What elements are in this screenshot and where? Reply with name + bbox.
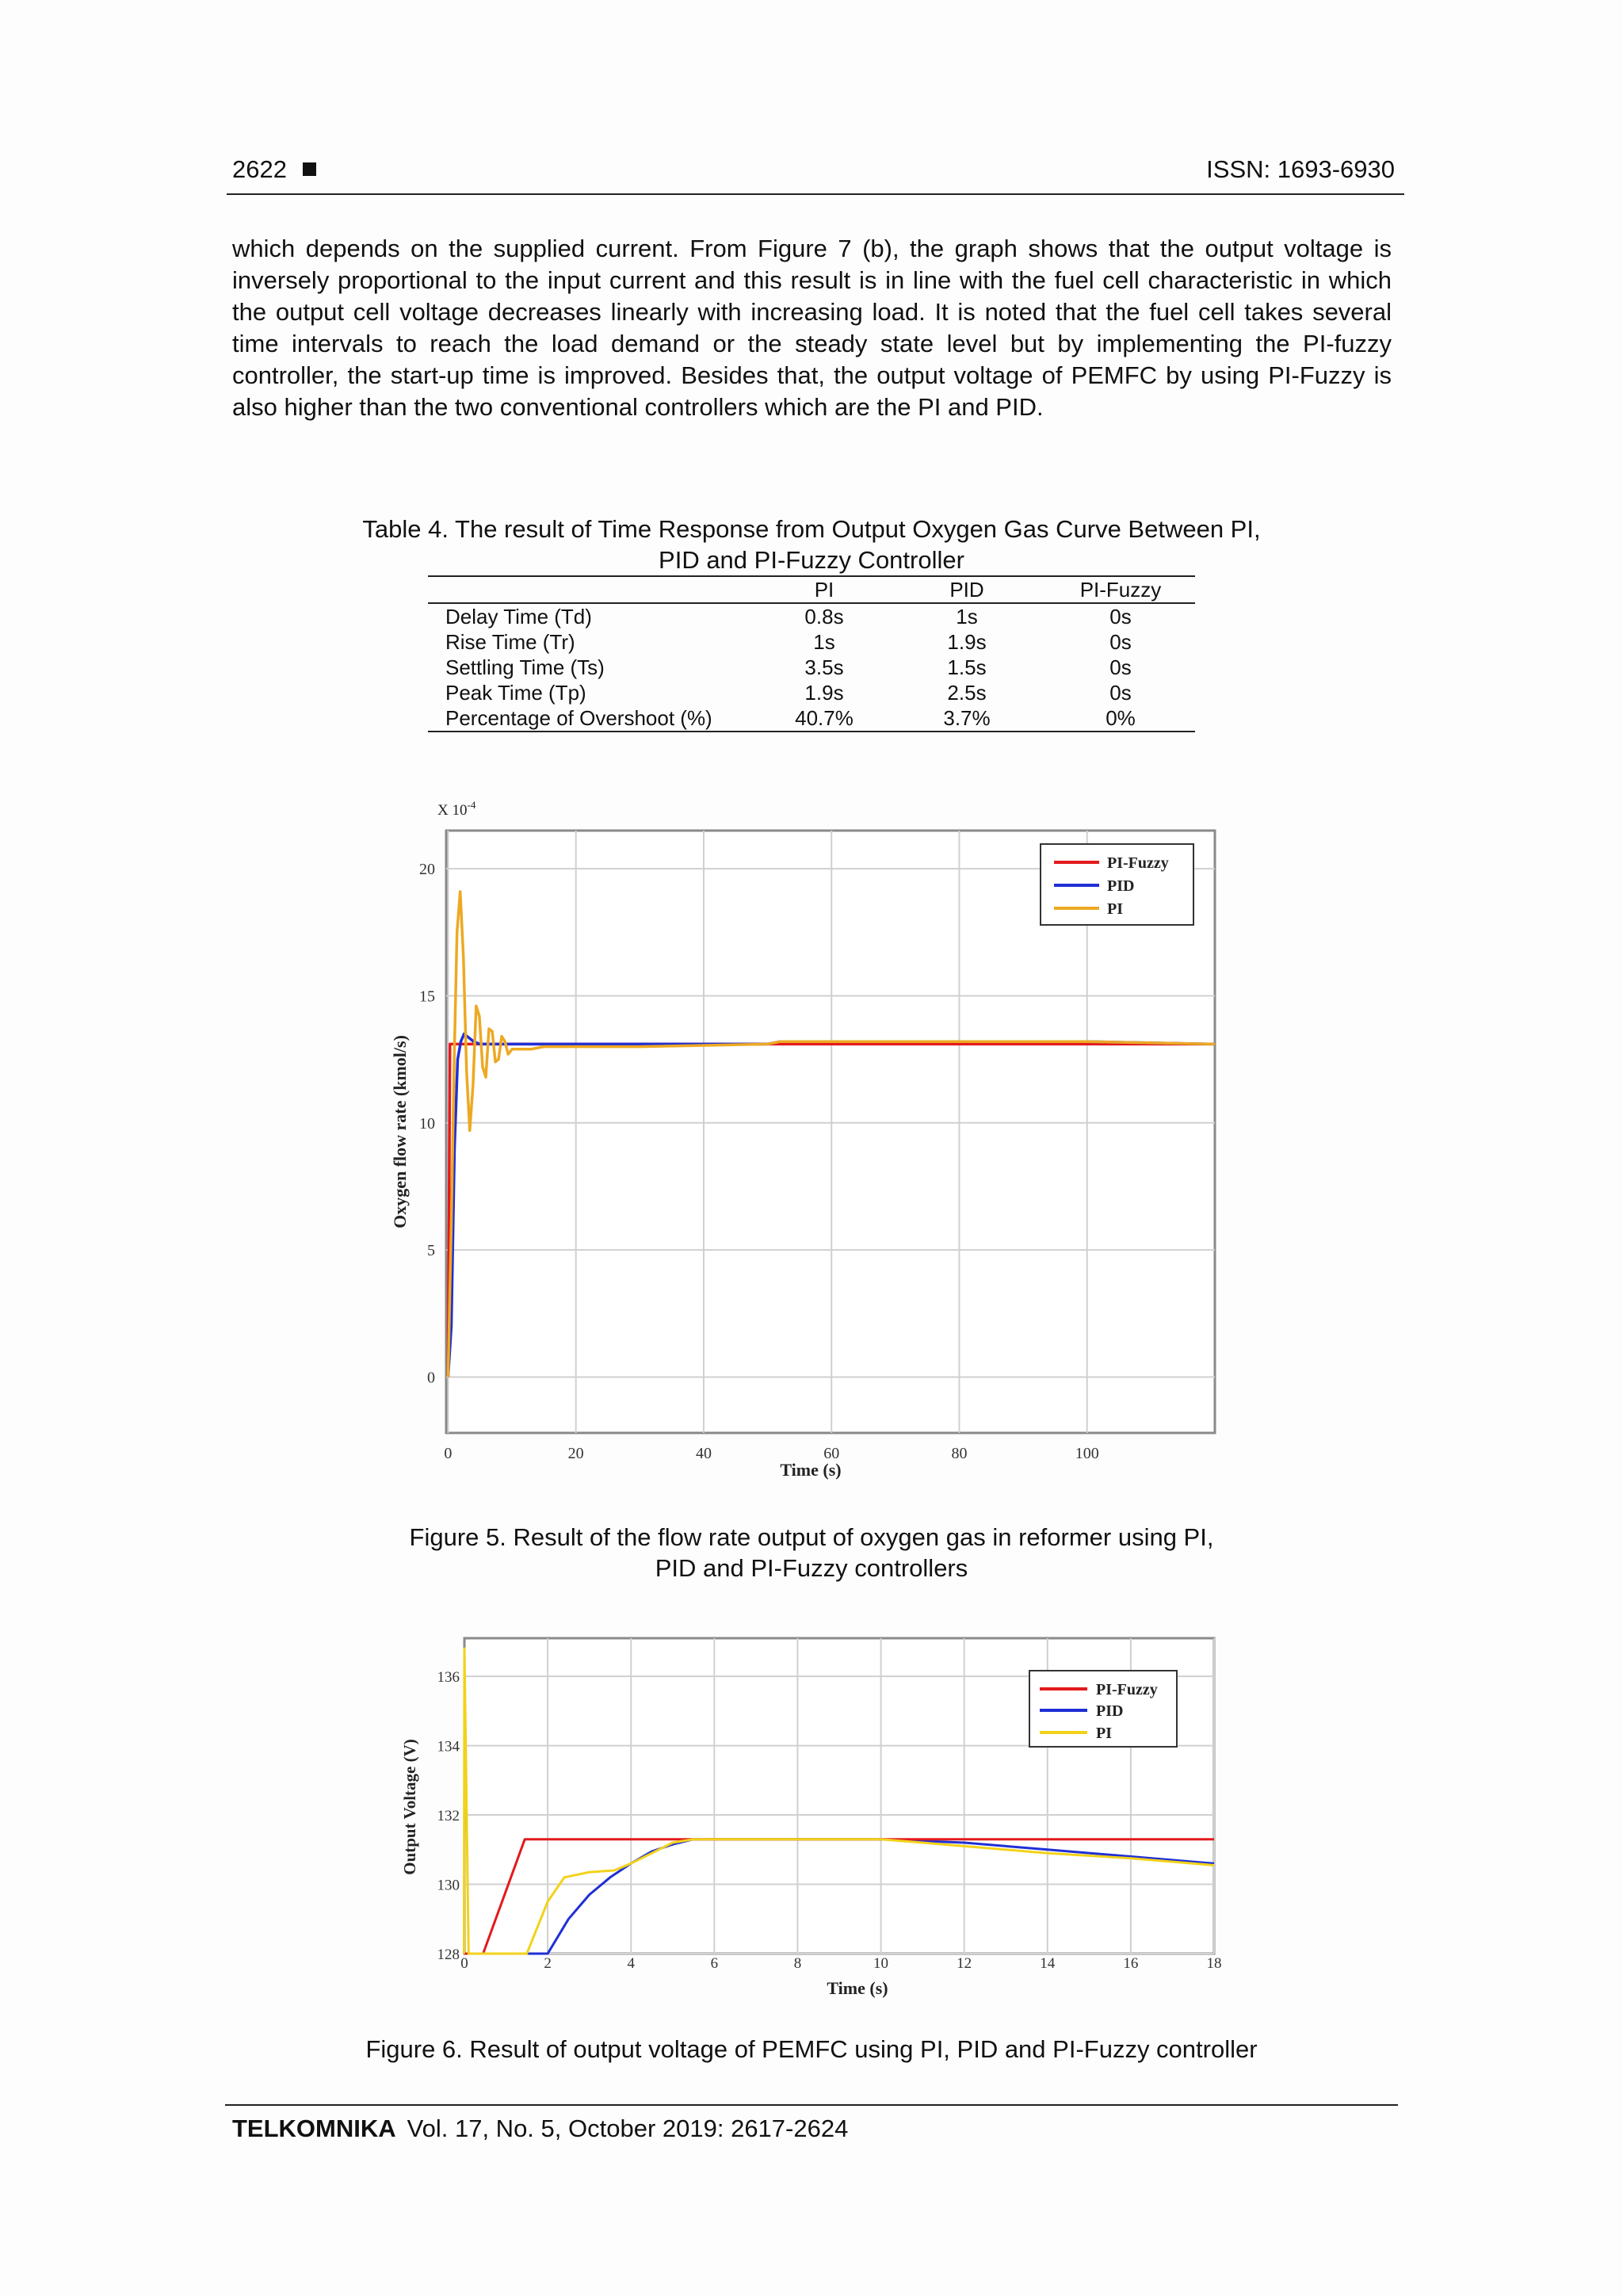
x-tick-label: 14 xyxy=(1040,1955,1056,1972)
legend-label: PID xyxy=(1107,877,1135,895)
footer-citation xyxy=(232,2115,848,2143)
table-cell: 3.5s xyxy=(804,655,844,679)
table-caption-line2: PID and PI-Fuzzy Controller xyxy=(659,546,964,574)
x-tick-label: 80 xyxy=(951,1445,968,1462)
x-tick-label: 8 xyxy=(793,1955,802,1972)
table-cell: 3.7% xyxy=(888,705,1046,732)
issn-label: ISSN: 1693-6930 xyxy=(1206,155,1395,183)
figure5-caption-line2: PID and PI-Fuzzy controllers xyxy=(655,1554,968,1582)
x-axis-label: Time (s) xyxy=(827,1978,888,1998)
figure6-caption: Figure 6. Result of output voltage of PEMFC using PI, PID and PI-Fuzzy controller xyxy=(365,2035,1258,2063)
table-cell: 1.5s xyxy=(947,655,987,679)
y-tick-label: 134 xyxy=(437,1738,460,1755)
table-cell: 0.8s xyxy=(804,605,844,628)
table-cell: 0% xyxy=(1046,705,1195,732)
y-axis-label: Oxygen flow rate (kmol/s) xyxy=(390,1035,410,1228)
x-tick-label: 60 xyxy=(823,1445,840,1462)
table-cell: 1.9s xyxy=(804,681,844,705)
table-cell: Settling Time (Ts) xyxy=(445,655,605,679)
x-tick-label: 16 xyxy=(1123,1955,1139,1972)
y-tick-label: 130 xyxy=(437,1877,460,1894)
y-tick-label: 0 xyxy=(427,1369,435,1387)
table-cell: 0s xyxy=(1109,681,1132,705)
x-axis-label: Time (s) xyxy=(780,1460,842,1480)
x-tick-label: 2 xyxy=(544,1955,552,1972)
table-header-cell: PI-Fuzzy xyxy=(1046,576,1195,603)
y-tick-label: 10 xyxy=(419,1114,435,1133)
x-tick-label: 12 xyxy=(957,1955,972,1972)
x-tick-label: 18 xyxy=(1206,1955,1222,1972)
table-cell: Rise Time (Tr) xyxy=(445,630,575,654)
axis-multiplier: X $10^{-4}$ xyxy=(437,799,476,819)
table-cell: Delay Time (Td) xyxy=(445,605,592,628)
y-tick-label: 20 xyxy=(419,861,435,879)
table-cell: 1.9s xyxy=(947,630,987,654)
legend xyxy=(1029,1671,1177,1747)
y-tick-label: 128 xyxy=(437,1946,460,1963)
y-tick-label: 132 xyxy=(437,1808,460,1825)
table-cell: Peak Time (Tp) xyxy=(445,681,586,705)
table-cell: 1s xyxy=(956,605,978,628)
legend-label: PI-Fuzzy xyxy=(1107,854,1169,872)
table-caption-line1: Table 4. The result of Time Response from Output Oxygen Gas Curve Between PI, xyxy=(362,515,1261,543)
body-paragraph: which depends on the supplied current. From Figure 7 (b), the graph shows that the output voltage is inversely proportional to the input current and this result is in line with the fuel cell characteristic in which the output cell voltage decreases linearly with increasing load. It is noted that the fuel cell takes several time intervals to reach the load demand or the steady state level but by implementing the PI-fuzzy controller, the start-up time is improved. Besides that, the output voltage of PEMFC by using PI-Fuzzy is also higher than the two conventional controllers which are the PI and PID. xyxy=(232,235,1392,421)
figure5-caption-line1: Figure 5. Result of the flow rate output of oxygen gas in reformer using PI, xyxy=(409,1523,1214,1551)
volume-info: Vol. 17, No. 5, October 2019: 2617-2624 xyxy=(407,2115,849,2142)
legend-label: PID xyxy=(1096,1702,1124,1720)
x-tick-label: 10 xyxy=(873,1955,889,1972)
table-cell: Percentage of Overshoot (%) xyxy=(428,705,761,732)
table-header-cell: PID xyxy=(888,576,1046,603)
x-tick-label: 20 xyxy=(567,1445,584,1462)
table-cell: 40.7% xyxy=(761,705,888,732)
x-tick-label: 40 xyxy=(695,1445,712,1462)
y-axis-label: Output Voltage (V) xyxy=(400,1739,419,1875)
y-tick-label: 15 xyxy=(419,988,435,1006)
table-cell: 2.5s xyxy=(947,681,987,705)
x-tick-label: 4 xyxy=(627,1955,635,1972)
x-tick-label: 6 xyxy=(710,1955,719,1972)
table-cell: 0s xyxy=(1109,655,1132,679)
legend-label: PI xyxy=(1107,900,1123,918)
table-header-cell: PI xyxy=(761,576,888,603)
legend-label: PI xyxy=(1096,1725,1112,1742)
table-cell: 0s xyxy=(1109,605,1132,628)
table-cell: 0s xyxy=(1109,630,1132,654)
y-tick-label: 5 xyxy=(427,1242,435,1260)
y-tick-label: 136 xyxy=(437,1669,460,1687)
x-tick-label: 0 xyxy=(444,1445,453,1462)
legend-label: PI-Fuzzy xyxy=(1096,1681,1158,1698)
x-tick-label: 100 xyxy=(1075,1445,1099,1462)
journal-name: TELKOMNIKA xyxy=(232,2115,396,2142)
footer-divider xyxy=(225,2104,1398,2106)
x-tick-label: 0 xyxy=(460,1955,468,1972)
table-cell: 1s xyxy=(813,630,835,654)
page-number: 2622 xyxy=(232,155,316,184)
